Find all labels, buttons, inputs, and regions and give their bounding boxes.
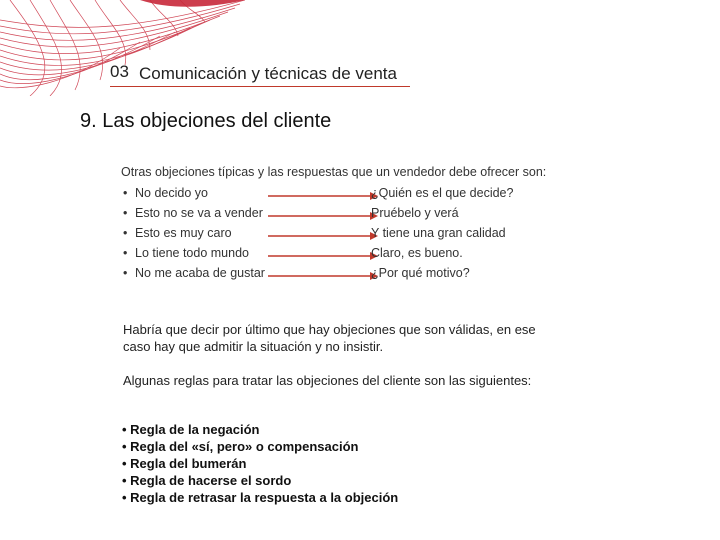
rule-item: • Regla del «sí, pero» o compensación bbox=[122, 439, 359, 454]
rule-item: • Regla del bumerán bbox=[122, 456, 247, 471]
arrow-right-icon bbox=[268, 211, 378, 221]
objections-heading: Otras objeciones típicas y las respuestas que un vendedor debe ofrecer son: bbox=[121, 165, 547, 179]
chapter-header bbox=[110, 62, 410, 87]
response-text: Y tiene una gran calidad bbox=[371, 226, 506, 240]
objection-row bbox=[118, 266, 528, 286]
section-title: 9. Las objeciones del cliente bbox=[80, 110, 332, 132]
rule-item: • Regla de la negación bbox=[122, 422, 260, 437]
bullet-icon: • bbox=[123, 246, 128, 260]
rules-list bbox=[122, 421, 398, 506]
arrow-right-icon bbox=[268, 231, 378, 241]
response-text: ¿Quién es el que decide? bbox=[371, 186, 514, 200]
objection-text: Lo tiene todo mundo bbox=[135, 246, 249, 260]
arrow-right-icon bbox=[268, 191, 378, 201]
rule-item: • Regla de hacerse el sordo bbox=[122, 473, 292, 488]
bullet-icon: • bbox=[123, 226, 128, 240]
objection-row bbox=[118, 186, 528, 206]
arrow-right-icon bbox=[268, 271, 378, 281]
objections-figure bbox=[118, 165, 547, 290]
objection-text: Esto no se va a vender bbox=[135, 206, 263, 220]
paragraph-rules-intro: Algunas reglas para tratar las objeciones del cliente son las siguientes: bbox=[123, 373, 532, 388]
objection-row bbox=[118, 206, 528, 226]
objection-text: No decido yo bbox=[135, 186, 208, 200]
arrow-right-icon bbox=[268, 251, 378, 261]
rule-item: • Regla de retrasar la respuesta a la objeción bbox=[122, 490, 399, 505]
objection-row bbox=[118, 246, 528, 266]
chapter-number: 03 bbox=[110, 62, 129, 81]
response-text: Claro, es bueno. bbox=[371, 246, 463, 260]
chapter-title: Comunicación y técnicas de venta bbox=[139, 64, 397, 83]
response-text: Pruébelo y verá bbox=[371, 206, 459, 220]
bullet-icon: • bbox=[123, 186, 128, 200]
bullet-icon: • bbox=[123, 266, 128, 280]
paragraph-valid-objections: Habría que decir por último que hay objeciones que son válidas, en ese caso hay que admitir la situación y no insistir. bbox=[123, 322, 536, 354]
objection-text: No me acaba de gustar bbox=[135, 266, 265, 280]
response-text: ¿Por qué motivo? bbox=[371, 266, 470, 280]
objection-row bbox=[118, 226, 528, 246]
bullet-icon: • bbox=[123, 206, 128, 220]
objection-text: Esto es muy caro bbox=[135, 226, 232, 240]
